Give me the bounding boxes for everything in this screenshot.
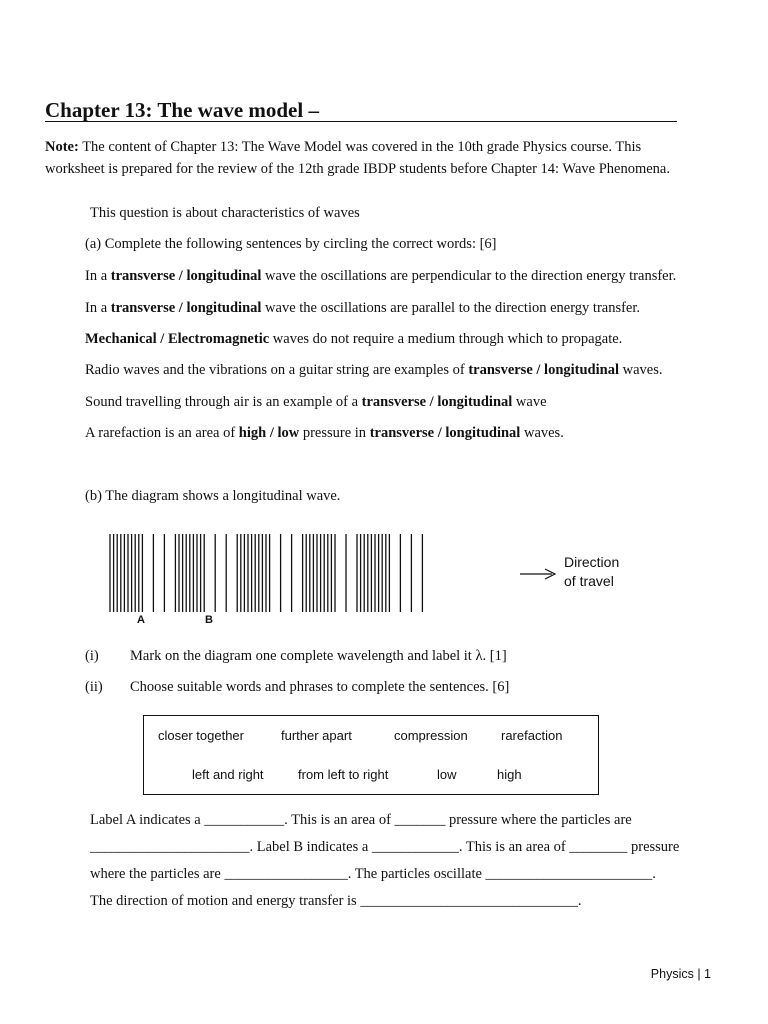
word-compression[interactable]: compression	[394, 728, 468, 743]
page-title: Chapter 13: The wave model –	[45, 98, 319, 122]
part-b-prompt: (b) The diagram shows a longitudinal wave.	[85, 488, 341, 504]
word-from-left-to-right[interactable]: from left to right	[298, 767, 389, 782]
sentence-3-choice[interactable]: Mechanical / Electromagnetic	[85, 331, 270, 347]
word-bank	[143, 715, 599, 795]
sentence-6-mid: pressure in	[299, 425, 370, 441]
sentence-2	[85, 300, 640, 317]
fill-in-line-2[interactable]: ______________________. Label B indicates a ____________. This is an area of ________ pressure	[90, 839, 680, 855]
part-a-prompt: (a) Complete the following sentences by circling the correct words: [6]	[85, 236, 497, 252]
sentence-6	[85, 425, 564, 442]
wave-lines	[110, 534, 422, 612]
sentence-6-choice-2[interactable]: transverse / longitudinal	[369, 425, 521, 441]
sentence-5-pre: Sound travelling through air is an example of a	[85, 394, 362, 410]
note-text-1: The content of Chapter 13: The Wave Model was covered in the 10th grade Physics course. This	[78, 139, 642, 155]
sentence-6-choice-1[interactable]: high / low	[238, 425, 300, 441]
sentence-1	[85, 268, 676, 285]
word-further-apart[interactable]: further apart	[281, 728, 352, 743]
note-line-2: worksheet is prepared for the review of the 12th grade IBDP students before Chapter 14: Wave Phenomena.	[45, 161, 670, 177]
sub-i-number: (i)	[85, 648, 99, 664]
sentence-4-pre: Radio waves and the vibrations on a guitar string are examples of	[85, 362, 469, 378]
note-label: Note:	[45, 139, 79, 155]
sentence-1-choice[interactable]: transverse / longitudinal	[110, 268, 262, 284]
sentence-1-post: wave the oscillations are perpendicular to the direction energy transfer.	[261, 268, 677, 284]
sub-ii-text: Choose suitable words and phrases to complete the sentences. [6]	[130, 679, 510, 695]
question-intro: This question is about characteristics of waves	[90, 205, 360, 221]
page-footer: Physics | 1	[650, 967, 711, 981]
word-closer-together[interactable]: closer together	[158, 728, 244, 743]
sentence-1-pre: In a	[85, 268, 111, 284]
sentence-5-post: wave	[512, 394, 547, 410]
word-high[interactable]: high	[497, 767, 522, 782]
note-line-1	[45, 136, 670, 158]
sentence-4-post: waves.	[619, 362, 663, 378]
sentence-6-pre: A rarefaction is an area of	[85, 425, 239, 441]
sub-ii-number: (ii)	[85, 679, 103, 695]
direction-label-1: Direction	[564, 554, 620, 570]
sentence-2-post: wave the oscillations are parallel to the direction energy transfer.	[261, 300, 641, 316]
title-underline	[45, 121, 677, 122]
longitudinal-wave-diagram[interactable]	[100, 528, 660, 628]
word-low[interactable]: low	[437, 767, 457, 782]
fill-in-line-3[interactable]: where the particles are _________________. The particles oscillate _______________________.	[90, 866, 656, 882]
word-left-and-right[interactable]: left and right	[192, 767, 264, 782]
sentence-2-choice[interactable]: transverse / longitudinal	[110, 300, 262, 316]
note-paragraph	[45, 136, 670, 180]
fill-in-line-4[interactable]: The direction of motion and energy transfer is ______________________________.	[90, 893, 582, 909]
sentence-5-choice[interactable]: transverse / longitudinal	[361, 394, 513, 410]
sentence-6-post: waves.	[520, 425, 564, 441]
sentence-5	[85, 394, 547, 411]
sub-i-text: Mark on the diagram one complete wavelength and label it λ. [1]	[130, 648, 507, 664]
label-b: B	[205, 614, 213, 626]
sentence-3	[85, 331, 622, 348]
word-rarefaction[interactable]: rarefaction	[501, 728, 563, 743]
sentence-4-choice[interactable]: transverse / longitudinal	[468, 362, 619, 378]
label-a: A	[137, 614, 145, 626]
sentence-2-pre: In a	[85, 300, 111, 316]
sentence-4	[85, 362, 663, 379]
fill-in-line-1[interactable]: Label A indicates a ___________. This is an area of _______ pressure where the particles are	[90, 812, 632, 828]
sentence-3-post: waves do not require a medium through which to propagate.	[269, 331, 623, 347]
direction-label-2: of travel	[564, 573, 614, 589]
